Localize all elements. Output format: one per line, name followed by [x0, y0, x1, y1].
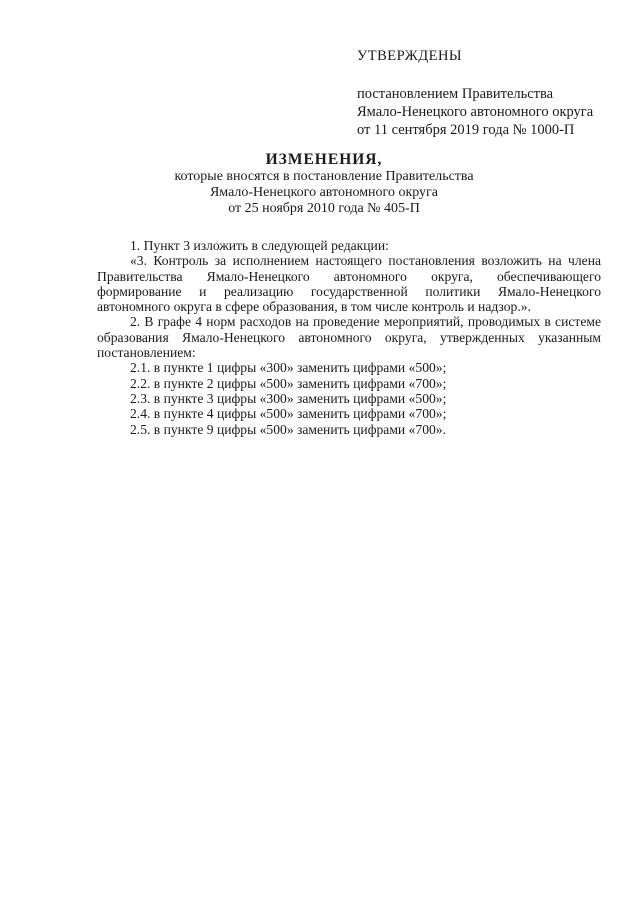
paragraph-item-2: 2. В графе 4 норм расходов на проведение мероприятий, проводимых в системе образования Ямало-Ненецкого автономного округа, утвержденных указанным постановлением:	[97, 314, 601, 361]
heading-line-1: которые вносятся в постановление Правительства	[174, 169, 474, 184]
document-heading	[0, 152, 640, 217]
heading-line-2: Ямало-Ненецкого автономного округа	[209, 185, 439, 200]
approval-line-2: Ямало-Ненецкого автономного округа	[357, 104, 594, 120]
approval-line-1: постановлением Правительства	[357, 86, 554, 102]
sub-item-2-2: 2.2. в пункте 2 цифры «500» заменить цифрами «700»;	[130, 375, 447, 391]
paragraph-quote: «3. Контроль за исполнением настоящего постановления возложить на члена Правительства Ямало-Ненецкого автономного округа, обеспечивающего формирование и реализацию государственной политики Ямало-Ненецкого автономного округа в сфере образования, в том числе контроль и надзор.».	[97, 253, 601, 315]
approval-block	[357, 47, 627, 139]
sub-item-2-5: 2.5. в пункте 9 цифры «500» заменить цифрами «700».	[130, 421, 446, 437]
document-body	[97, 238, 601, 437]
approval-title: УТВЕРЖДЕНЫ	[357, 48, 463, 64]
sub-item-2-1: 2.1. в пункте 1 цифры «300» заменить цифрами «500»;	[130, 360, 447, 376]
sub-item-2-4: 2.4. в пункте 4 цифры «500» заменить цифрами «700»;	[130, 406, 447, 422]
heading-line-3: от 25 ноября 2010 года № 405-П	[228, 201, 420, 216]
paragraph-item-1: 1. Пункт 3 изложить в следующей редакции:	[130, 238, 389, 253]
sub-item-2-3: 2.3. в пункте 3 цифры «300» заменить цифрами «500»;	[130, 390, 447, 406]
approval-line-3: от 11 сентября 2019 года № 1000-П	[357, 122, 575, 138]
document-title: ИЗМЕНЕНИЯ,	[265, 151, 383, 168]
